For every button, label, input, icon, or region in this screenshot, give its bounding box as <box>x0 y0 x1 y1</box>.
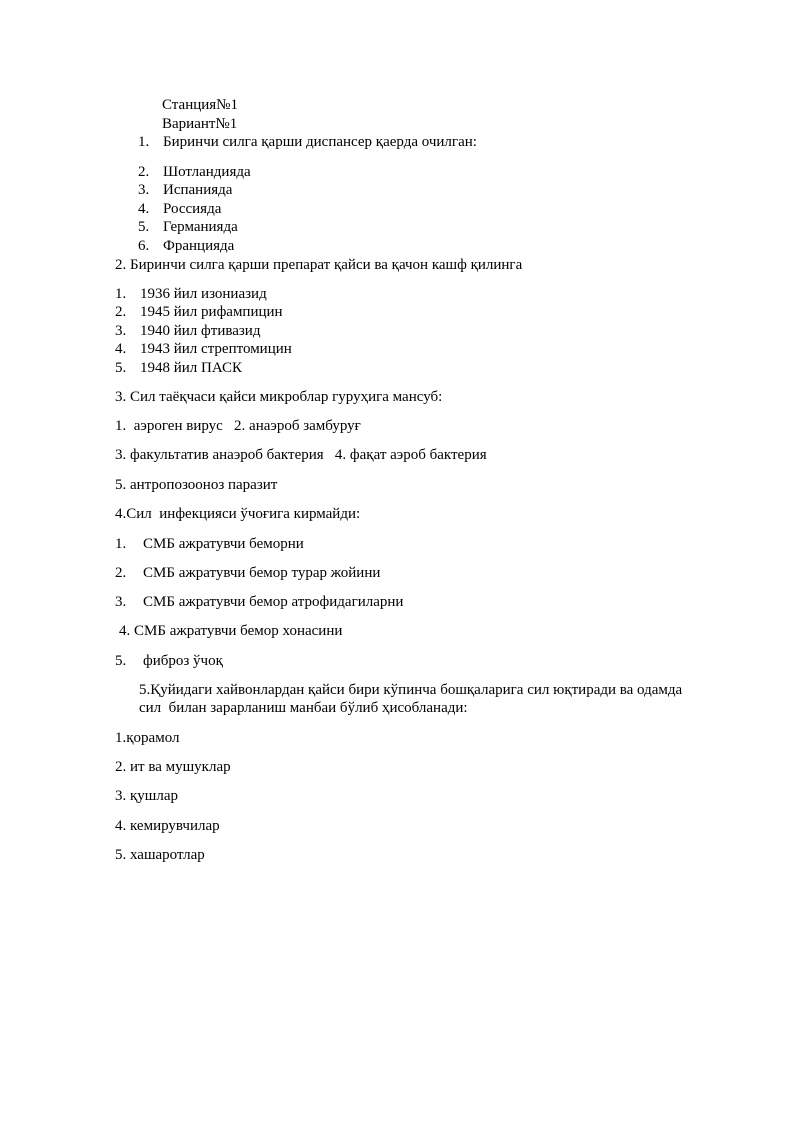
answer-options-line: 1. аэроген вирус 2. анаэроб замбуруғ <box>115 418 361 434</box>
option-text: 1945 йил рифампицин <box>140 304 283 320</box>
question-5-line-2: сил билан зарарланиш манбаи бўлиб ҳисобланади: <box>139 700 468 716</box>
answer-option <box>138 200 221 218</box>
option-number: 5. <box>138 219 150 235</box>
answer-option <box>115 535 304 553</box>
option-text: 1948 йил ПАСК <box>140 360 242 376</box>
option-number: 2. <box>115 304 127 320</box>
option-text: Россияда <box>163 201 222 217</box>
option-number: 4. <box>115 341 127 357</box>
option-number: 1. <box>115 536 127 552</box>
option-number: 4. <box>138 201 150 217</box>
answer-option: 1.қорамол <box>115 730 180 746</box>
answer-option <box>115 322 260 340</box>
answer-option <box>138 163 251 181</box>
option-text: 1943 йил стрептомицин <box>140 341 292 357</box>
option-number: 3. <box>115 323 127 339</box>
answer-option <box>115 593 403 611</box>
answer-option <box>138 181 232 199</box>
variant-title: Вариант№1 <box>162 116 238 132</box>
option-number: 2. <box>138 164 150 180</box>
answer-option: 3. қушлар <box>115 788 178 804</box>
answer-option <box>115 564 380 582</box>
option-text: СМБ ажратувчи бемор турар жойини <box>143 565 381 581</box>
station-title: Станция№1 <box>162 97 238 113</box>
question-number: 1. <box>138 134 150 150</box>
option-number: 3. <box>138 182 150 198</box>
question-1 <box>138 133 477 151</box>
answer-option <box>115 303 283 321</box>
option-text: Шотландияда <box>163 164 251 180</box>
option-number: 2. <box>115 565 127 581</box>
option-number: 5. <box>115 653 127 669</box>
answer-option: 5. хашаротлар <box>115 847 205 863</box>
option-text: 1940 йил фтивазид <box>140 323 261 339</box>
option-number: 1. <box>115 286 127 302</box>
answer-option <box>115 359 242 377</box>
answer-option: 4. кемирувчилар <box>115 818 220 834</box>
option-text: Испанияда <box>163 182 233 198</box>
option-text: СМБ ажратувчи беморни <box>143 536 304 552</box>
answer-option <box>115 652 223 670</box>
option-text: Германияда <box>163 219 238 235</box>
answer-option: 4. СМБ ажратувчи бемор хонасини <box>119 623 343 639</box>
answer-option <box>138 237 234 255</box>
question-text: Биринчи силга қарши диспансер қаерда очилган: <box>163 134 477 150</box>
answer-option <box>138 218 238 236</box>
question-4: 4.Сил инфекцияси ўчоғига кирмайди: <box>115 506 361 522</box>
option-number: 3. <box>115 594 127 610</box>
question-5-line-1: 5.Қуйидаги хайвонлардан қайси бири кўпинча бошқаларига сил юқтиради ва одамда <box>139 682 683 698</box>
question-2: 2. Биринчи силга қарши препарат қайси ва қачон кашф қилинга <box>115 257 523 273</box>
option-number: 6. <box>138 238 150 254</box>
option-text: Францияда <box>163 238 235 254</box>
answer-option: 2. ит ва мушуклар <box>115 759 231 775</box>
option-text: 1936 йил изониазид <box>140 286 267 302</box>
answer-option <box>115 340 292 358</box>
option-text: СМБ ажратувчи бемор атрофидагиларни <box>143 594 404 610</box>
option-number: 5. <box>115 360 127 376</box>
answer-options-line: 3. факультатив анаэроб бактерия 4. фақат аэроб бактерия <box>115 447 487 463</box>
question-3: 3. Сил таёқчаси қайси микроблар гуруҳига мансуб: <box>115 389 443 405</box>
answer-option <box>115 285 267 303</box>
answer-options-line: 5. антропозооноз паразит <box>115 477 278 493</box>
option-text: фиброз ўчоқ <box>143 653 223 669</box>
